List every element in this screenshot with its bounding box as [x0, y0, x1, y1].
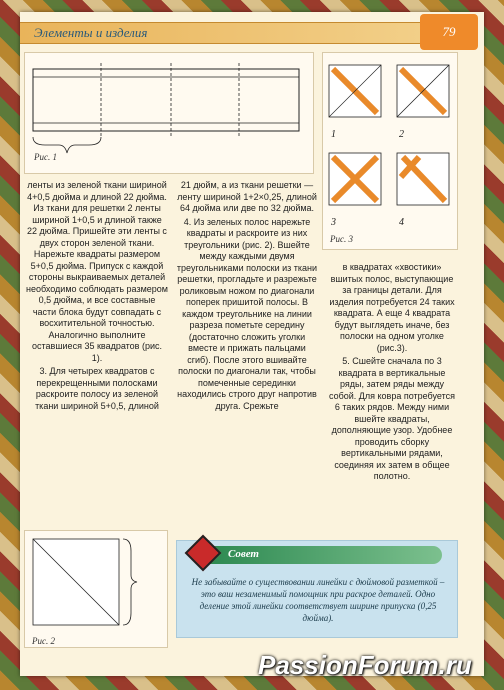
- advice-title: Совет: [228, 548, 259, 560]
- fig3-label-1: 1: [331, 129, 336, 140]
- figure-2-panel: [24, 530, 168, 648]
- col1-paragraph-2: 3. Для четырех квадратов с перекрещенными полосками раскроите полосу из зеленой ткани шириной 5+0,5, длиной: [35, 366, 159, 411]
- text-column-2: [176, 180, 318, 414]
- col2-paragraph-1: 21 дюйм, а из ткани решетки — ленту шириной 1+2×0,25, длиной 64 дюйма или две по 32 дюйма.: [177, 180, 317, 213]
- section-title: Элементы и изделия: [34, 25, 148, 40]
- fig1-brace: [33, 137, 101, 153]
- fig3-label-2: 2: [399, 129, 404, 140]
- page-number: 79: [442, 24, 456, 39]
- col1-paragraph-1: ленты из зеленой ткани шириной 4+0,5 дюйма и длиной 22 дюйма. Из ткани для решетки 2 ленты шириной 1+0,5 и длиной также 22 дюйма. Пришейте эти ленты с двух сторон зеленой ткани. Нарежьте квадраты размером 5+0,5 дюйма. Припуск с каждой стороны выкраиваемых деталей необходимо соблюдать размером 0,5 дюйма, и все составные части блока будут совпадать с восхитительной точностью. Аналогично выполните оставшиеся 35 квадратов (рис. 1).: [26, 180, 168, 363]
- col2-paragraph-2: 4. Из зеленых полос нарежьте квадраты и раскроите из них треугольники (рис. 2). Вшейте между каждыми двумя треугольниками полоски из ткани решетки, прогладьте и разрежьте роликовым ножом по диагонали поперек пришитой полосы. В каждом треугольнике на линии разреза пометьте середину (достаточно сложить уголки вместе и прижать пальцами сгиб). После этого вшивайте полоски по диагонали так, чтобы помеченные серединки находились строго друг напротив друга. Срежьте: [176, 216, 318, 411]
- col3-paragraph-2: 5. Сшейте сначала по 3 квадрата в вертикальные ряды, затем ряды между собой. Для ковра потребуется 6 таких рядов. Между ними вшейте квадраты, дополняющие узор. Удобнее проводить сборку вертикальными рядами, соединяя их затем в общее полотно.: [328, 356, 456, 481]
- figure-1-caption: Рис. 1: [34, 152, 57, 162]
- figure-3-diagram: [323, 53, 459, 251]
- fig3-label-4: 4: [399, 217, 404, 228]
- figure-1-diagram: [25, 53, 315, 175]
- fig3-label-3: 3: [331, 217, 336, 228]
- text-column-3: [326, 262, 458, 485]
- watermark: PassionForum.ru: [258, 650, 472, 680]
- fig2-brace: [123, 539, 137, 625]
- figure-1-panel: [24, 52, 314, 174]
- col3-paragraph-1: в квадратах «хвостики» вшитых полос, выступающие за границы детали. Для изделия потребуется 24 таких квадрата. А еще 4 квадрата будут выглядеть иначе, без полоски на одном уголке (рис.3).: [329, 262, 455, 353]
- figure-2-caption: Рис. 2: [32, 636, 55, 646]
- figure-3-caption: Рис. 3: [330, 234, 353, 244]
- fig1-strip: [33, 69, 299, 131]
- figure-3-panel: [322, 52, 458, 250]
- text-column-1: [26, 180, 168, 414]
- advice-body: Не забывайте о существовании линейки с дюймовой разметкой – это ваш незаменимый помощник при раскрое деталей. Одно деление этой линейки соответствует ширине припуска (0,25 дюйма).: [191, 577, 445, 623]
- figure-2-diagram: [25, 531, 169, 649]
- page-number-badge: [420, 14, 478, 50]
